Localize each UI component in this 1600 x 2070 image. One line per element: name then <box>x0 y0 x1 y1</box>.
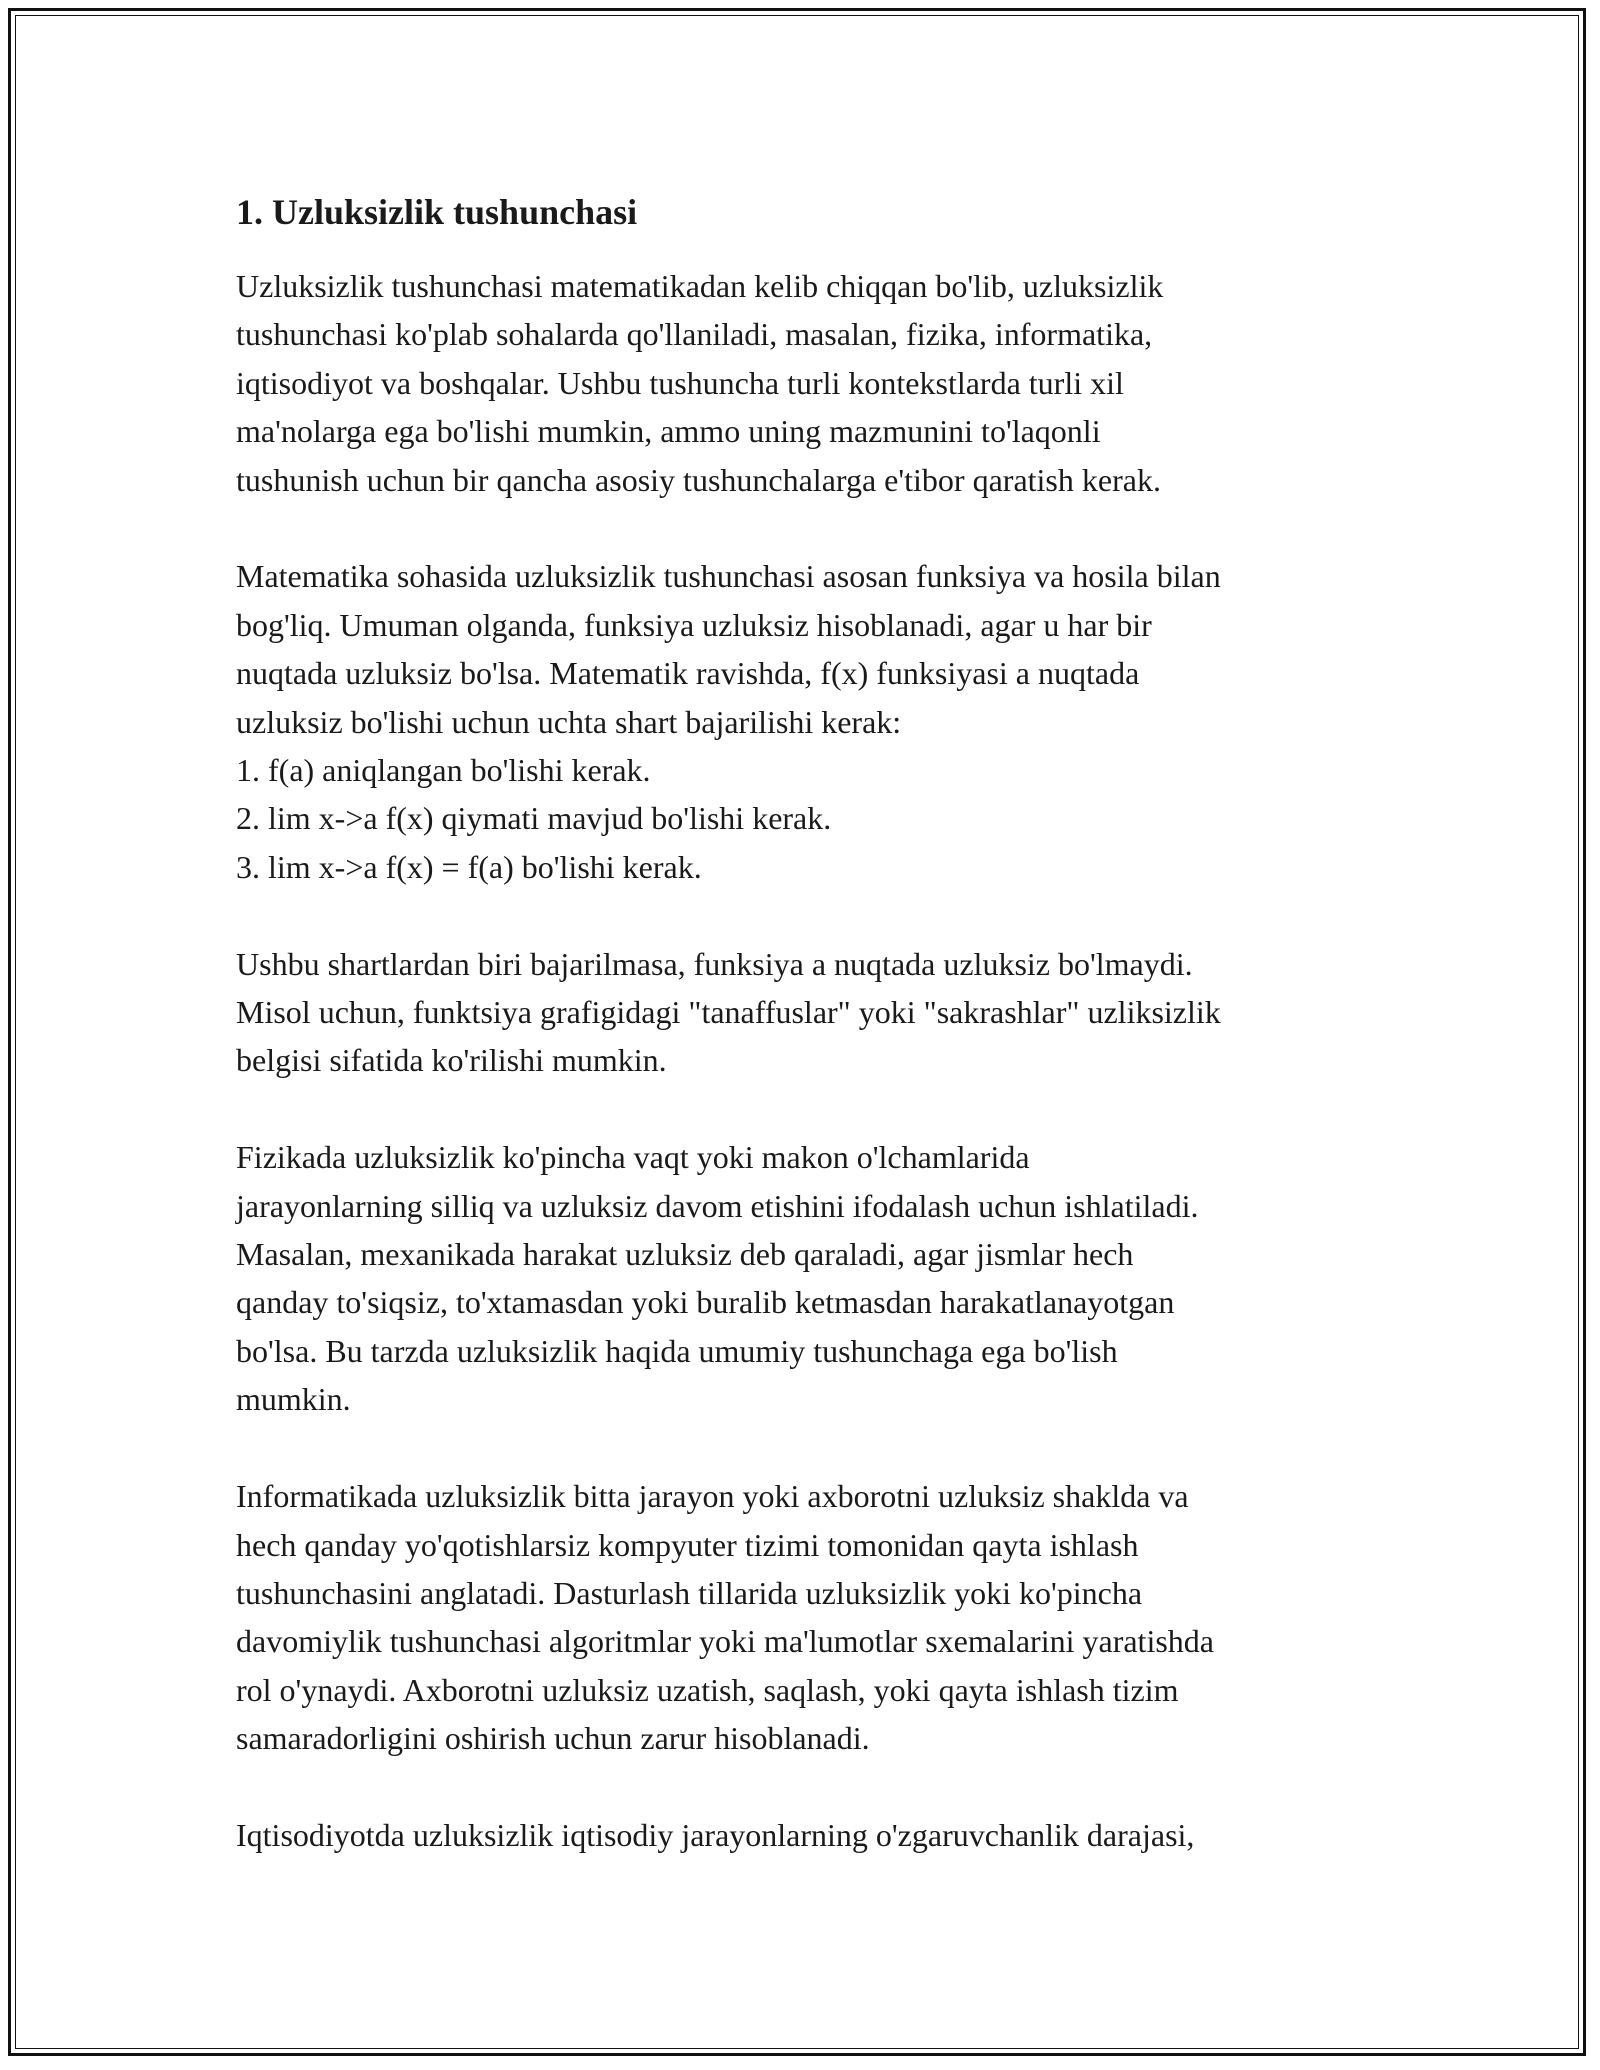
paragraph-physics <box>236 1133 1386 1423</box>
text-line: jarayonlarning silliq va uzluksiz davom etishini ifodalash uchun ishlatiladi. <box>236 1187 1199 1224</box>
text-line: mumkin. <box>236 1381 351 1418</box>
text-line: samaradorligini oshirish uchun zarur hisoblanadi. <box>236 1720 870 1757</box>
text-line: bo'lsa. Bu tarzda uzluksizlik haqida umumiy tushunchaga ega bo'lish <box>236 1332 1118 1369</box>
text-line: hech qanday yo'qotishlarsiz kompyuter tizimi tomonidan qayta ishlash <box>236 1526 1139 1563</box>
condition-item-3: 3. lim x->a f(x) = f(a) bo'lishi kerak. <box>236 848 702 885</box>
text-line: iqtisodiyot va boshqalar. Ushbu tushuncha turli kontekstlarda turli xil <box>236 364 1124 401</box>
paragraph-mathematics <box>236 552 1386 891</box>
text-line: Matematika sohasida uzluksizlik tushunchasi asosan funksiya va hosila bilan <box>236 558 1221 595</box>
text-line: Ushbu shartlardan biri bajarilmasa, funksiya a nuqtada uzluksiz bo'lmaydi. <box>236 945 1193 982</box>
text-line: qanday to'siqsiz, to'xtamasdan yoki buralib ketmasdan harakatlanayotgan <box>236 1284 1175 1321</box>
text-line: Uzluksizlik tushunchasi matematikadan kelib chiqqan bo'lib, uzluksizlik <box>236 268 1164 304</box>
paragraph-intro <box>236 262 1386 504</box>
text-line: Fizikada uzluksizlik ko'pincha vaqt yoki makon o'lchamlarida <box>236 1139 1030 1176</box>
condition-item-1: 1. f(a) aniqlangan bo'lishi kerak. <box>236 752 651 789</box>
text-line: nuqtada uzluksiz bo'lsa. Matematik ravishda, f(x) funksiyasi a nuqtada <box>236 655 1140 692</box>
paragraph-economics <box>236 1811 1386 1859</box>
condition-item-2: 2. lim x->a f(x) qiymati mavjud bo'lishi kerak. <box>236 800 832 837</box>
text-line: tushunish uchun bir qancha asosiy tushunchalarga e'tibor qaratish kerak. <box>236 461 1161 498</box>
text-line: rol o'ynaydi. Axborotni uzluksiz uzatish, saqlash, yoki qayta ishlash tizim <box>236 1671 1179 1708</box>
text-line: Masalan, mexanikada harakat uzluksiz deb qaraladi, agar jismlar hech <box>236 1236 1134 1273</box>
text-line: Informatikada uzluksizlik bitta jarayon yoki axborotni uzluksiz shaklda va <box>236 1478 1189 1515</box>
text-line: Misol uchun, funktsiya grafigidagi "tanaffuslar" yoki "sakrashlar" uzliksizlik <box>236 994 1221 1031</box>
section-heading: 1. Uzluksizlik tushunchasi <box>236 192 638 232</box>
document-body <box>236 186 1386 1908</box>
text-line: ma'nolarga ega bo'lishi mumkin, ammo uning mazmunini to'laqonli <box>236 413 1101 450</box>
paragraph-discontinuity <box>236 940 1386 1085</box>
text-line: bog'liq. Umuman olganda, funksiya uzluksiz hisoblanadi, agar u har bir <box>236 606 1152 643</box>
text-line: belgisi sifatida ko'rilishi mumkin. <box>236 1042 667 1079</box>
text-line: uzluksiz bo'lishi uchun uchta shart bajarilishi kerak: <box>236 703 902 740</box>
text-line: Iqtisodiyotda uzluksizlik iqtisodiy jarayonlarning o'zgaruvchanlik darajasi, <box>236 1816 1195 1853</box>
text-line: tushunchasini anglatadi. Dasturlash tillarida uzluksizlik yoki ko'pincha <box>236 1574 1143 1611</box>
text-line: tushunchasi ko'plab sohalarda qo'llaniladi, masalan, fizika, informatika, <box>236 316 1153 353</box>
paragraph-informatics <box>236 1472 1386 1762</box>
text-line: davomiylik tushunchasi algoritmlar yoki ma'lumotlar sxemalarini yaratishda <box>236 1623 1214 1660</box>
